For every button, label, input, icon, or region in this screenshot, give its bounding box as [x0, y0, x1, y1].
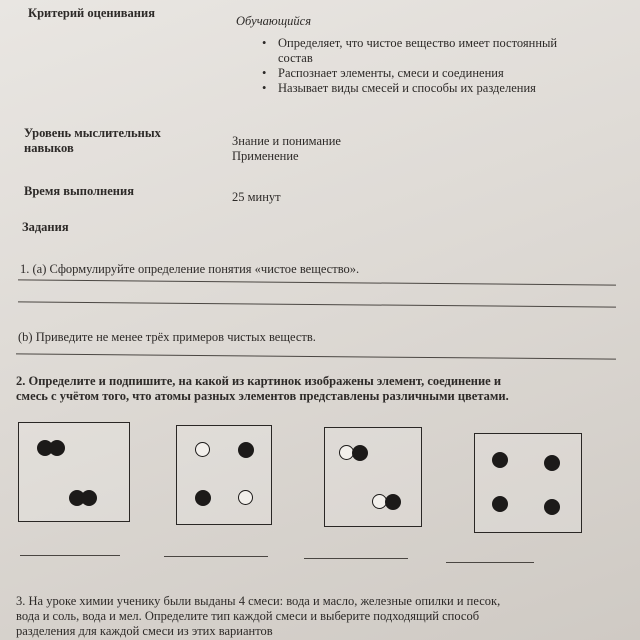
time-label: Время выполнения — [24, 184, 134, 198]
atom-black — [492, 496, 508, 512]
criteria-label: Критерий оценивания — [28, 6, 155, 20]
answer-line[interactable] — [18, 279, 616, 285]
answer-line[interactable] — [18, 301, 616, 307]
atom-black — [195, 490, 211, 506]
picture-answer-line[interactable] — [164, 556, 268, 557]
atom-black — [385, 494, 401, 510]
criteria-learner: Обучающийся — [236, 14, 312, 28]
question-3: 3. На уроке химии ученику были выданы 4 смеси: вода и масло, железные опилки и песок, вода и соль, вода и мел. Определите тип каждой смеси и выберите подходящий способ разделения для каждой смеси из этих вариантов — [16, 594, 501, 638]
skills-label: Уровень мыслительных навыков — [24, 126, 161, 155]
atom-black — [352, 445, 368, 461]
atom-black — [544, 499, 560, 515]
atom-black — [544, 455, 560, 471]
question-1a: 1. (а) Сформулируйте определение понятия «чистое вещество». — [20, 262, 360, 276]
atom-black — [238, 442, 254, 458]
atom-black — [492, 452, 508, 468]
atom-white — [238, 490, 253, 505]
criteria-item: • Распознает элементы, смеси и соединения — [258, 66, 638, 81]
question-1b: (b) Приведите не менее трёх примеров чистых веществ. — [18, 330, 316, 344]
picture-4 — [474, 433, 582, 533]
criteria-item: • Определяет, что чистое вещество имеет постоянный состав — [258, 36, 638, 66]
skills-value: Знание и понимание Применение — [232, 134, 341, 163]
criteria-list — [258, 36, 638, 96]
tasks-heading: Задания — [22, 220, 69, 234]
picture-answer-line[interactable] — [446, 562, 534, 563]
atom-white — [195, 442, 210, 457]
picture-answer-line[interactable] — [20, 555, 120, 556]
answer-line[interactable] — [16, 353, 616, 359]
picture-answer-line[interactable] — [304, 558, 408, 559]
picture-1 — [18, 422, 130, 522]
time-value: 25 минут — [232, 190, 281, 204]
atom-black — [49, 440, 65, 456]
atom-black — [81, 490, 97, 506]
question-2: 2. Определите и подпишите, на какой из картинок изображены элемент, соединение и смесь с учётом того, что атомы разных элементов представлены различными цветами. — [16, 374, 509, 403]
picture-2 — [176, 425, 272, 525]
picture-3 — [324, 427, 422, 527]
criteria-item: • Называет виды смесей и способы их разделения — [258, 81, 638, 96]
